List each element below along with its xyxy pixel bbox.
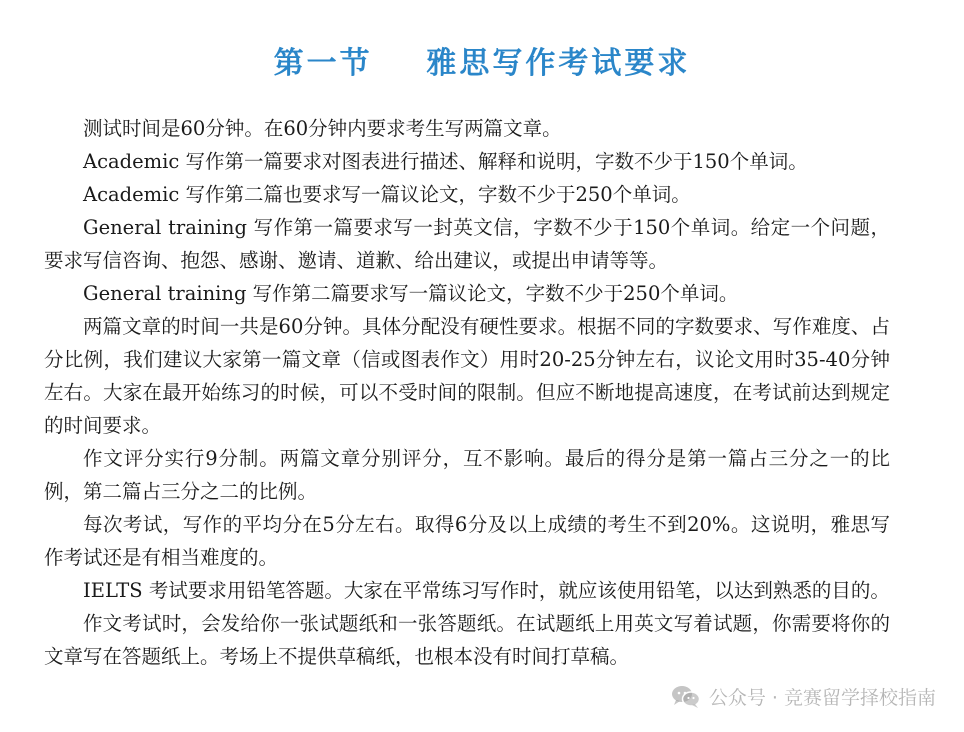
page-title: 第一节 雅思写作考试要求 — [273, 46, 691, 82]
paragraph: General training 写作第一篇要求写一封英文信，字数不少于150个单词。给定一个问题，要求写信咨询、抱怨、感谢、邀请、道歉、给出建议，或提出申请等等。 — [44, 216, 890, 272]
wechat-icon — [671, 684, 701, 710]
paragraph: 两篇文章的时间一共是60分钟。具体分配没有硬性要求。根据不同的字数要求、写作难度、占分比例，我们建议大家第一篇文章（信或图表作文）用时20-25分钟左右，议论文用时35-40分钟左右。大家在最开始练习的时候，可以不受时间的限制。但应不断地提高速度，在考试前达到规定的时间要求。 — [44, 315, 890, 437]
watermark-text: 公众号 · 竞赛留学择校指南 — [708, 687, 936, 709]
paragraph: 每次考试，写作的平均分在5分左右。取得6分及以上成绩的考生不到20%。这说明，雅思写作考试还是有相当难度的。 — [44, 513, 890, 569]
watermark — [671, 683, 936, 710]
document-body — [44, 112, 890, 673]
paragraph: Academic 写作第一篇要求对图表进行描述、解释和说明，字数不少于150个单词。 — [83, 150, 808, 173]
paragraph: 测试时间是60分钟。在60分钟内要求考生写两篇文章。 — [83, 117, 562, 140]
paragraph: IELTS 考试要求用铅笔答题。大家在平常练习写作时，就应该使用铅笔，以达到熟悉的目的。 — [83, 579, 890, 602]
paragraph: Academic 写作第二篇也要求写一篇议论文，字数不少于250个单词。 — [83, 183, 691, 206]
paragraph: 作文评分实行9分制。两篇文章分别评分，互不影响。最后的得分是第一篇占三分之一的比例，第二篇占三分之二的比例。 — [44, 447, 890, 503]
paragraph: General training 写作第二篇要求写一篇议论文，字数不少于250个单词。 — [83, 282, 739, 305]
paragraph: 作文考试时，会发给你一张试题纸和一张答题纸。在试题纸上用英文写着试题，你需要将你的文章写在答题纸上。考场上不提供草稿纸，也根本没有时间打草稿。 — [44, 612, 890, 668]
